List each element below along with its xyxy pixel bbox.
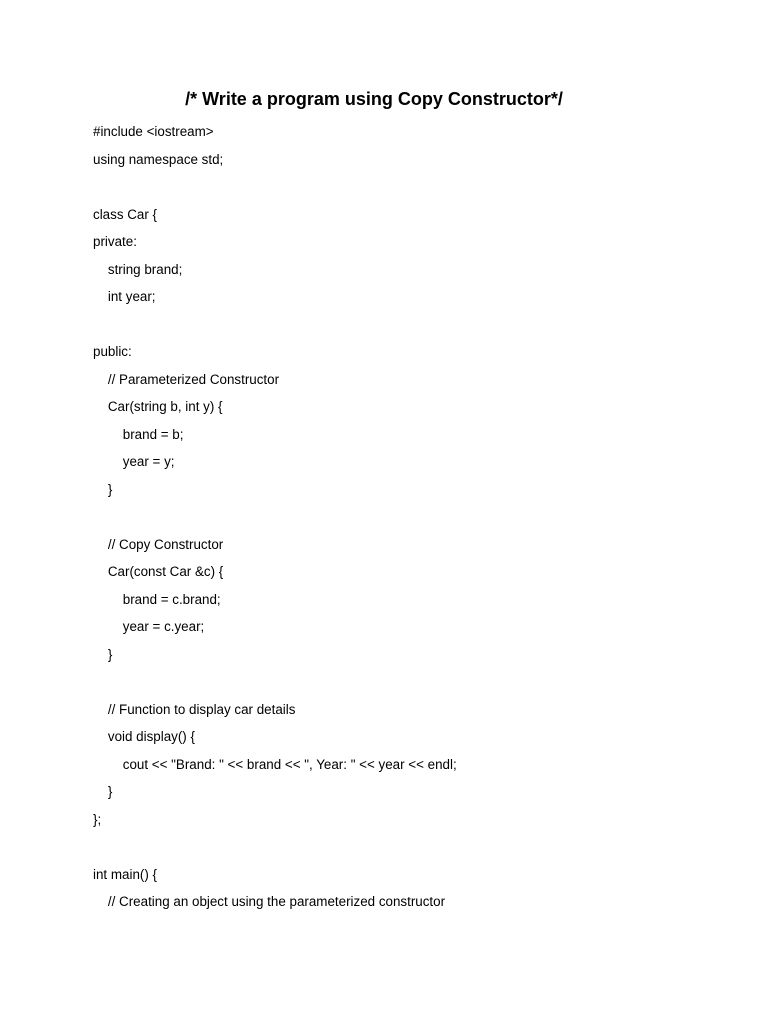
- code-line: string brand;: [93, 261, 183, 277]
- code-line: void display() {: [93, 729, 195, 744]
- code-line: year = y;: [93, 454, 175, 469]
- code-line: Car(const Car &c) {: [93, 564, 224, 579]
- code-line: using namespace std;: [93, 151, 224, 167]
- code-line: }: [93, 784, 113, 799]
- code-block: [93, 122, 733, 920]
- code-line: brand = b;: [93, 426, 184, 442]
- code-line: int year;: [93, 289, 156, 304]
- code-line: // Parameterized Constructor: [93, 371, 280, 387]
- code-line: [93, 837, 733, 865]
- code-line: // Creating an object using the parameterized constructor: [93, 894, 446, 909]
- document-title: /* Write a program using Copy Constructor*/: [185, 89, 563, 109]
- code-line: // Copy Constructor: [93, 536, 224, 552]
- code-line: [93, 177, 733, 205]
- code-line: [93, 507, 733, 535]
- code-line: Car(string b, int y) {: [93, 399, 223, 414]
- code-line: int main() {: [93, 866, 157, 882]
- code-line: class Car {: [93, 206, 157, 222]
- code-line: #include <iostream>: [93, 124, 214, 139]
- code-line: cout << "Brand: " << brand << ", Year: " << year << endl;: [93, 756, 457, 772]
- code-line: }: [93, 481, 113, 497]
- code-line: [93, 315, 733, 343]
- code-line: // Function to display car details: [93, 701, 296, 717]
- code-line: year = c.year;: [93, 619, 205, 634]
- code-line: };: [93, 811, 102, 827]
- code-line: brand = c.brand;: [93, 591, 221, 607]
- code-line: private:: [93, 234, 137, 249]
- code-line: public:: [93, 344, 132, 359]
- code-line: }: [93, 646, 113, 662]
- code-line: [93, 672, 733, 700]
